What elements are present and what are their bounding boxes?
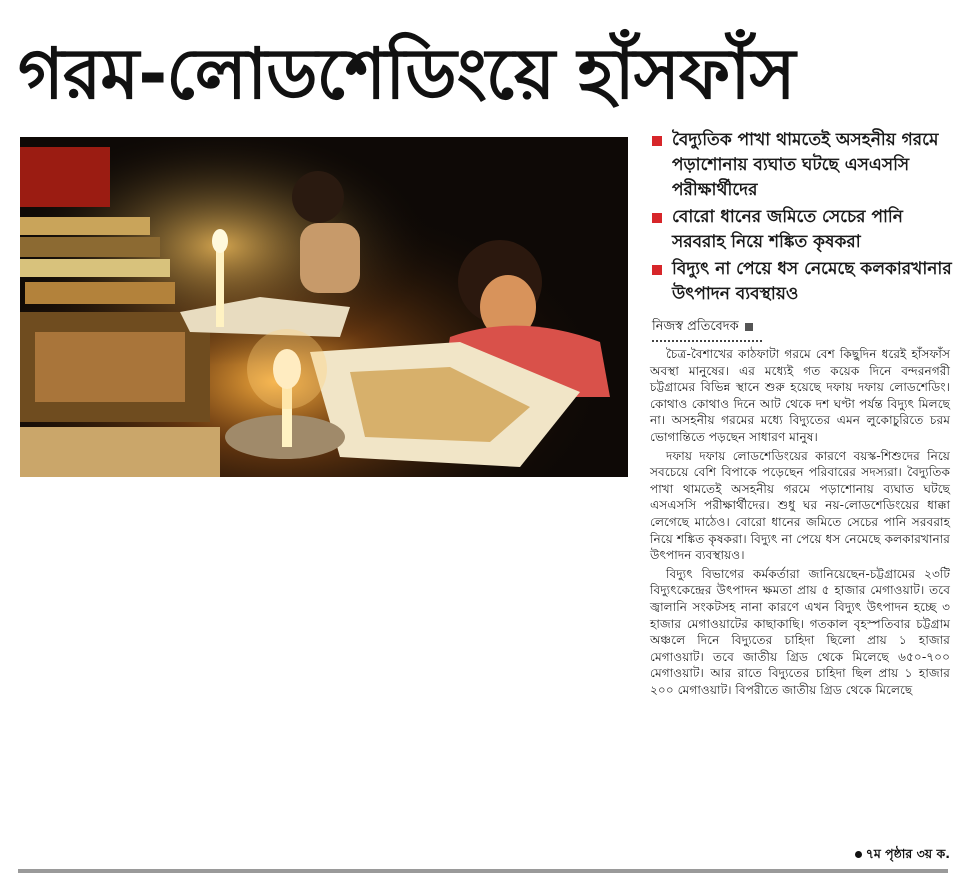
byline-text: নিজস্ব প্রতিবেদক	[652, 319, 739, 334]
article-paragraph: বিদ্যুৎ বিভাগের কর্মকর্তারা জানিয়েছেন-চট্টগ্রামের ২৩টি বিদ্যুৎকেন্দ্রের উৎপাদন ক্ষমতা প্রায় ৫ হাজার মেগাওয়াট। তবে জ্বালানি সংকটসহ নানা কারণে এখন বিদ্যুৎ উৎপাদন হচ্ছে ৩ হাজার মেগাওয়াটের কাছাকাছি। গতকাল বৃহস্পতিবার চট্টগ্রাম অঞ্চলে দিনে বিদ্যুতের চাহিদা ছিলো প্রায় ১ হাজার মেগাওয়াট। তবে জাতীয় গ্রিড থেকে মিলেছে ৬৫০-৭০০ মেগাওয়াট। আর রাতে বিদ্যুতের চাহিদা ছিল প্রায় ১ হাজার ২০০ মেগাওয়াট। বিপরীতে জাতীয় গ্রিড থেকে মিলেছে	[650, 566, 950, 697]
bottom-rule	[18, 869, 948, 873]
red-square-icon	[652, 265, 662, 275]
square-icon	[745, 323, 753, 331]
article-paragraph: দফায় দফায় লোডশেডিংয়ের কারণে বয়স্ক-শিশুদের নিয়ে সবচেয়ে বেশি বিপাকে পড়েছেন পরিবারের সদস্যরা। বৈদ্যুতিক পাখা থামতেই অসহনীয় গরমে পড়াশোনায় ব্যঘাত ঘটছে এসএসসি পরীক্ষার্থীদের। শুধু ঘর নয়-লোডশেডিংয়ের ধাক্কা লেগেছে মাঠেও। বোরো ধানের জমিতে সেচের পানি সরবরাহ নিয়ে শঙ্কিত কৃষকরা। বিদ্যুৎ না পেয়ে ধস নেমেছে কলকারখানার উৎপাদন ব্যবস্থায়ও।	[650, 448, 950, 563]
highlight-text: বিদ্যুৎ না পেয়ে ধস নেমেছে কলকারখানার উৎপাদন ব্যবস্থায়ও	[672, 259, 952, 304]
highlights-list	[652, 128, 952, 309]
continued-link[interactable]	[800, 846, 950, 866]
highlight-text: বৈদ্যুতিক পাখা থামতেই অসহনীয় গরমে পড়াশোনায় ব্যঘাত ঘটছে এসএসসি পরীক্ষার্থীদের	[672, 130, 939, 200]
highlight-item	[652, 257, 952, 307]
headline: গরম-লোডশেডিংয়ে হাঁসফাঁস	[18, 33, 795, 115]
news-photo	[20, 137, 628, 477]
photo-children-studying-candlelight-icon	[20, 137, 628, 477]
continued-text: ৭ম পৃষ্ঠার ৩য় ক.	[865, 846, 950, 861]
highlight-item	[652, 205, 952, 255]
dotted-divider	[652, 340, 762, 342]
article-body	[650, 346, 950, 700]
bullet-dot-icon	[855, 851, 862, 858]
highlight-text: বোরো ধানের জমিতে সেচের পানি সরবরাহ নিয়ে শঙ্কিত কৃষকরা	[672, 207, 903, 252]
article-paragraph: চৈত্র-বৈশাখের কাঠফাটা গরমে বেশ কিছুদিন ধরেই হাঁসফাঁস অবস্থা মানুষের। এর মধ্যেই গত কয়েক দিনে বন্দরনগরী চট্টগ্রামের বিভিন্ন স্থানে শুরু হয়েছে দফায় দফায় লোডশেডিং। কোথাও কোথাও দিনে আট থেকে দশ ঘণ্টা পর্যন্ত বিদ্যুৎ মিলছে না। অসহনীয় গরমের মধ্যে বিদ্যুতের এমন লুকোচুরিতে চরম ভোগান্তিতে পড়ছেন সাধারণ মানুষ।	[650, 347, 950, 444]
highlight-item	[652, 128, 952, 203]
red-square-icon	[652, 213, 662, 223]
byline	[652, 318, 952, 336]
red-square-icon	[652, 136, 662, 146]
